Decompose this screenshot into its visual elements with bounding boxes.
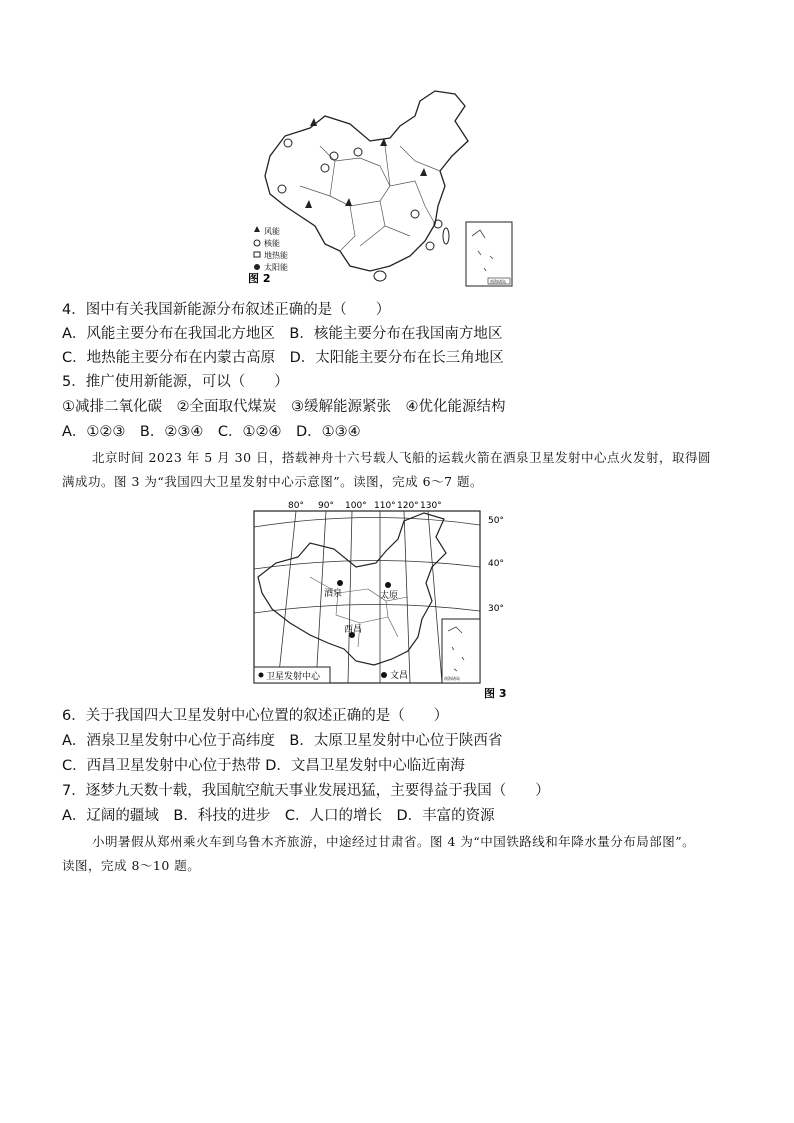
svg-text:50°: 50°: [488, 516, 504, 526]
svg-text:100°: 100°: [345, 501, 367, 511]
figure-3-label: 图 3: [484, 687, 507, 700]
legend-wind: 风能: [264, 227, 280, 236]
figure-2-inset-label: 南海诸岛: [490, 279, 506, 284]
passage-2-line-2: 读图，完成 8～10 题。: [62, 858, 201, 873]
q4-stem: 4．图中有关我国新能源分布叙述正确的是（ ）: [62, 302, 391, 318]
q7-options: A．辽阔的疆域 B．科技的进步 C．人口的增长 D．丰富的资源: [62, 808, 495, 824]
latitude-labels: [488, 516, 504, 614]
passage-1-line-2: 满成功。图 3 为“我国四大卫星发射中心示意图”。读图，完成 6～7 题。: [62, 474, 484, 489]
q6-stem: 6．关于我国四大卫星发射中心位置的叙述正确的是（ ）: [62, 708, 449, 724]
svg-text:110°: 110°: [374, 501, 396, 511]
legend-solar: 太阳能: [264, 263, 288, 272]
site-wenchang: 文昌: [390, 671, 409, 681]
figure-3-launch-center-map: [248, 497, 520, 702]
passage-2-line-1: 小明暑假从郑州乘火车到乌鲁木齐旅游，中途经过甘肃省。图 4 为“中国铁路线和年降水量分布局部图”。: [92, 834, 696, 849]
legend-nuclear: 核能: [264, 239, 280, 248]
svg-text:130°: 130°: [420, 501, 442, 511]
longitude-labels: [288, 501, 442, 511]
figure-2-energy-map: [240, 86, 522, 290]
site-taiyuan: 太原: [380, 591, 399, 601]
figure-3-legend: 卫星发射中心: [266, 672, 321, 682]
svg-text:80°: 80°: [288, 501, 304, 511]
q6-options-2: C．西昌卫星发射中心位于热带 D．文昌卫星发射中心临近南海: [62, 758, 465, 774]
q4-options-2: C．地热能主要分布在内蒙古高原 D．太阳能主要分布在长三角地区: [62, 350, 504, 366]
q6-options-1: A．酒泉卫星发射中心位于高纬度 B．太原卫星发射中心位于陕西省: [62, 733, 503, 749]
q4-options-1: A．风能主要分布在我国北方地区 B．核能主要分布在我国南方地区: [62, 326, 503, 342]
svg-text:40°: 40°: [488, 559, 504, 569]
launch-sites: [324, 580, 408, 681]
figure-2-label: 图 2: [248, 272, 271, 285]
q5-stem: 5．推广使用新能源，可以（ ）: [62, 374, 289, 390]
q5-options: A．①②③ B．②③④ C．①②④ D．①③④: [62, 424, 361, 440]
passage-1-line-1: 北京时间 2023 年 5 月 30 日，搭载神舟十六号载人飞船的运载火箭在酒泉卫星发射中心点火发射，取得圆: [92, 450, 712, 465]
svg-text:30°: 30°: [488, 604, 504, 614]
svg-text:120°: 120°: [397, 501, 419, 511]
figure-3-inset-label: 南海诸岛: [444, 676, 460, 681]
q5-items: ①减排二氧化碳 ②全面取代煤炭 ③缓解能源紧张 ④优化能源结构: [62, 399, 506, 415]
svg-text:90°: 90°: [318, 501, 334, 511]
legend-geothermal: 地热能: [264, 251, 288, 260]
figure-2-legend: [254, 226, 288, 272]
site-jiuquan: 酒泉: [324, 589, 343, 599]
china-outline: [265, 91, 468, 271]
q7-stem: 7．逐梦九天数十载，我国航空航天事业发展迅猛，主要得益于我国（ ）: [62, 783, 550, 799]
site-xichang: 西昌: [344, 625, 363, 635]
